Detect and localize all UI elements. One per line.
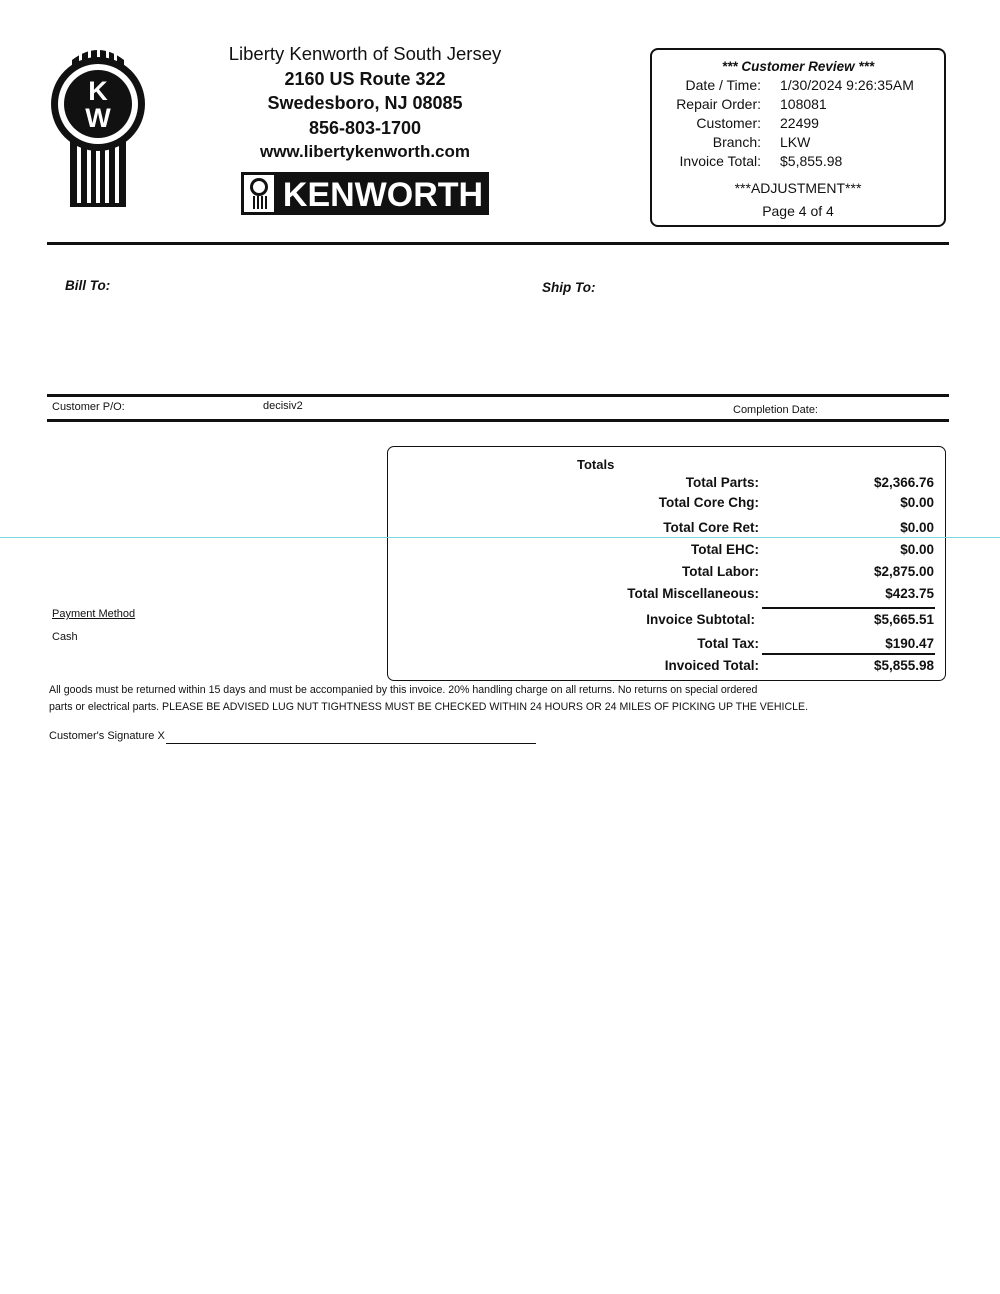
notice-line-2: parts or electrical parts. PLEASE BE ADVISED LUG NUT TIGHTNESS MUST BE CHECKED WITHIN 24 HOURS OR 24 MILES OF PICKING UP THE VEHICLE. [49,700,809,713]
totals-row-misc [388,586,945,604]
review-label: Invoice Total: [679,153,761,169]
totals-value: $2,366.76 [873,475,934,490]
customer-review-box [650,48,946,227]
completion-date-label: Completion Date: [733,404,818,416]
totals-row-ehc [388,542,945,560]
totals-value: $0.00 [900,542,934,557]
customer-po-value: decisiv2 [263,400,303,412]
totals-label: Invoice Subtotal: [646,612,755,627]
totals-value: $0.00 [900,495,934,510]
totals-label: Total Labor: [682,564,759,579]
totals-row-core-ret [388,520,945,538]
signature-line [166,743,536,744]
totals-box [387,446,946,681]
review-label: Date / Time: [685,77,761,93]
page-indicator: Page 4 of 4 [762,203,834,219]
kw-emblem-letter-w: W [85,103,111,133]
totals-label: Total Tax: [697,636,759,651]
review-row-datetime [652,77,944,96]
kenworth-wordmark-text: KENWORTH [282,176,484,214]
adjustment-label: ***ADJUSTMENT*** [734,180,862,196]
totals-row-subtotal [388,612,945,630]
scan-artifact-line [0,537,1000,538]
company-city: Swedesboro, NJ 08085 [267,93,463,113]
review-row-repair-order [652,96,944,115]
subtotal-divider [762,607,935,609]
kenworth-emblem-logo [50,42,146,214]
review-value: $5,855.98 [780,153,843,169]
company-name: Liberty Kenworth of South Jersey [228,43,502,64]
company-phone: 856-803-1700 [308,117,422,138]
bill-to-label: Bill To: [65,278,111,293]
review-value: 108081 [780,96,827,112]
totals-value: $5,855.98 [873,658,934,673]
kw-emblem-letter-k: K [88,76,108,106]
totals-row-invoiced-total [388,658,945,676]
customer-po-label: Customer P/O: [52,401,125,413]
review-row-branch [652,134,944,153]
total-divider [762,653,935,655]
review-label: Branch: [712,134,761,150]
po-band-top-divider [47,394,949,397]
header-divider [47,242,949,245]
kenworth-wordmark-logo [241,172,489,215]
totals-value: $423.75 [885,586,934,601]
totals-title: Totals [577,457,615,472]
notice-line-1: All goods must be returned within 15 days and must be accompanied by this invoice. 20% handling charge on all returns. No returns on special ordered [49,684,758,696]
company-website: www.libertykenworth.com [259,142,471,161]
totals-label: Invoiced Total: [664,658,759,673]
signature-label: Customer's Signature X [49,730,165,742]
return-policy-notice [49,682,929,715]
totals-label: Total EHC: [691,542,759,557]
totals-label: Total Core Chg: [658,495,759,510]
totals-label: Total Parts: [685,475,759,490]
review-label: Repair Order: [676,96,761,112]
totals-value: $2,875.00 [873,564,934,579]
po-band-bottom-divider [47,419,949,422]
totals-row-labor [388,564,945,582]
payment-method-value: Cash [52,631,78,643]
review-title: *** Customer Review *** [721,59,875,74]
review-row-customer [652,115,944,134]
payment-method-heading: Payment Method [52,608,136,620]
totals-value: $5,665.51 [873,612,934,627]
review-row-invoice-total [652,153,944,172]
totals-label: Total Core Ret: [663,520,759,535]
review-value: LKW [780,134,811,150]
totals-value: $190.47 [885,636,934,651]
totals-row-core-chg [388,495,945,513]
totals-row-parts [388,475,945,493]
review-value: 1/30/2024 9:26:35AM [780,77,914,93]
totals-row-tax [388,636,945,654]
ship-to-label: Ship To: [542,280,596,295]
review-value: 22499 [780,115,819,131]
totals-value: $0.00 [900,520,934,535]
review-label: Customer: [696,115,761,131]
totals-label: Total Miscellaneous: [627,586,759,601]
company-address: 2160 US Route 322 [284,68,446,89]
company-header [200,42,530,165]
